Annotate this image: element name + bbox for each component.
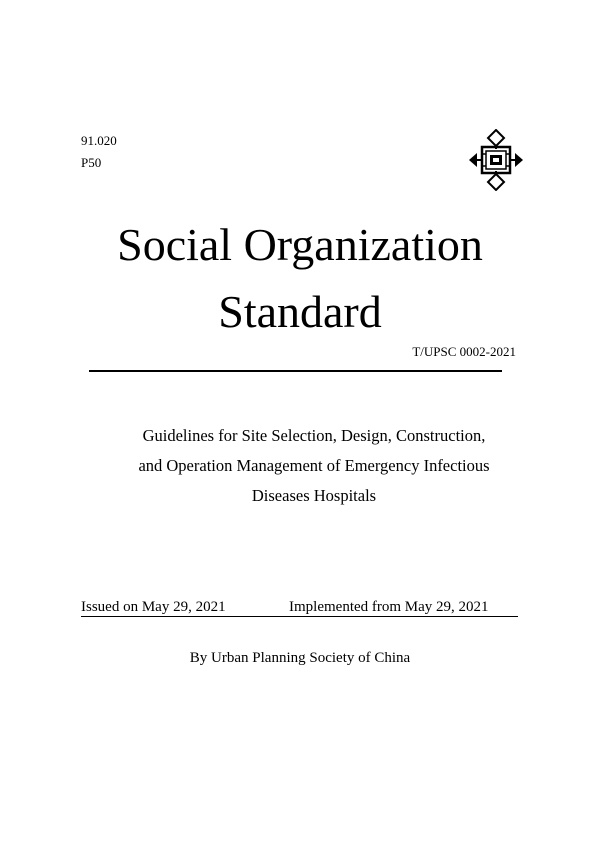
issued-date: Issued on May 29, 2021	[81, 599, 226, 615]
title-divider	[89, 370, 502, 372]
standard-number: T/UPSC 0002-2021	[412, 344, 516, 359]
ics-code: 91.020	[81, 133, 117, 148]
document-subtitle-line-2: and Operation Management of Emergency Infectious	[138, 456, 490, 475]
date-underline	[81, 616, 518, 617]
document-subtitle-line-3: Diseases Hospitals	[251, 486, 377, 505]
ccs-code: P50	[81, 155, 102, 170]
document-title-line-1: Social Organization	[117, 219, 483, 270]
document-subtitle-line-1: Guidelines for Site Selection, Design, Construction,	[142, 426, 486, 445]
document-title-line-2: Standard	[218, 286, 382, 337]
upsc-emblem-icon	[468, 129, 524, 191]
publisher: By Urban Planning Society of China	[189, 650, 411, 666]
implemented-date: Implemented from May 29, 2021	[289, 599, 489, 615]
